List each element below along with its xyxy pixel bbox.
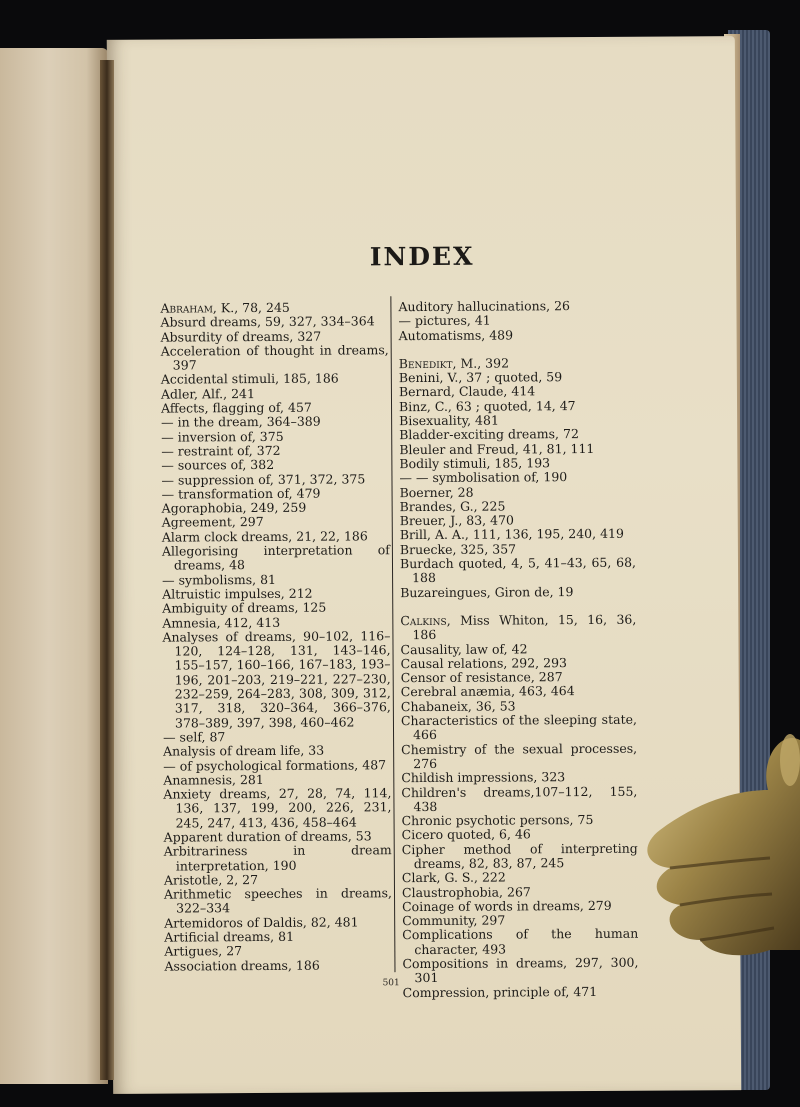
index-entry-text: — restraint of, 372: [161, 442, 281, 459]
index-entry-text: Bladder-exciting dreams, 72: [399, 426, 579, 443]
index-entry-name: Calkins: [400, 612, 447, 629]
index-entry-text: Alarm clock dreams, 21, 22, 186: [161, 528, 368, 545]
page-title: INDEX: [369, 241, 475, 272]
index-entry-text: Agoraphobia, 249, 259: [161, 499, 307, 516]
page-number: 501: [382, 978, 400, 989]
index-column-right: [398, 299, 638, 1000]
index-entry-text: Chronic psychotic persons, 75: [401, 812, 594, 829]
index-entry-text: Auditory hallucinations, 26: [398, 298, 571, 315]
index-entry: [401, 784, 637, 814]
index-entry-text: Apparent duration of dreams, 53: [163, 828, 372, 845]
index-entry: [400, 484, 636, 500]
index-entry-text: Clark, G. S., 222: [401, 869, 506, 886]
index-entry-name: Abraham: [160, 300, 213, 316]
index-entry-text: Claustrophobia, 267: [401, 883, 531, 900]
index-entry-text: — of psychological formations, 487: [163, 756, 387, 774]
index-entry-text: Association dreams, 186: [164, 957, 320, 974]
index-entry: [164, 929, 392, 945]
index-entry-text: Binz, C., 63 ; quoted, 14, 47: [398, 397, 576, 414]
index-entry-text: — suppression of, 371, 372, 375: [161, 470, 366, 488]
index-entry: [164, 958, 392, 974]
index-entry-text: Burdach quoted, 4, 5, 41–43, 65, 68, 188: [399, 554, 637, 586]
index-entry-text: Bisexuality, 481: [399, 412, 499, 429]
index-entry-text: Bleuler and Freud, 41, 81, 111: [399, 440, 595, 457]
index-entry-text: Breuer, J., 83, 470: [399, 512, 515, 529]
index-entry-text: Compositions in dreams, 297, 300, 301: [402, 954, 639, 986]
index-entry: [164, 886, 392, 916]
index-entry-text: Affects, flagging of, 457: [160, 399, 312, 416]
index-entry-text: Boerner, 28: [399, 484, 474, 500]
index-entry-text: Children's dreams,107–112, 155, 438: [401, 783, 638, 814]
index-entry: [161, 443, 389, 459]
index-entry-text: Ambiguity of dreams, 125: [162, 599, 327, 616]
index-entry-text: Analysis of dream life, 33: [163, 742, 325, 759]
index-entry-text: — in the dream, 364–389: [161, 414, 321, 430]
index-entry-text: Anxiety dreams, 27, 28, 74, 114, 136, 137, 199, 200, 226, 231, 245, 247, 413, 436, 458–464: [163, 785, 392, 831]
index-entry-text: , Miss Whiton, 15, 16, 36, 186: [412, 611, 637, 643]
index-entry-text: Accidental stimuli, 185, 186: [160, 371, 339, 388]
index-entry: [399, 327, 635, 343]
index-entry-text: Childish impressions, 323: [401, 769, 566, 786]
index-entry-text: Coinage of words in dreams, 279: [402, 897, 612, 915]
index-entry: [402, 841, 638, 871]
index-entry-text: Compression, principle of, 471: [402, 983, 598, 1000]
index-entry: [402, 899, 638, 915]
index-entry-text: Amnesia, 412, 413: [162, 614, 281, 631]
index-entry-text: Bodily stimuli, 185, 193: [399, 455, 551, 472]
index-entry-text: Analyses of dreams, 90–102, 116–120, 124–128, 131, 143–146, 155–157, 160–166, 167–183, 193–196, 201–203, 219–221, 227–230, 232–259, 264–283, 308, 309, 312, 317, 318, 320–364, 366–376, 378–389, 397, 398, 460–462: [162, 628, 391, 731]
index-entry-text: Artemidoros of Daldis, 82, 481: [164, 914, 359, 931]
index-entry-text: Brandes, G., 225: [399, 498, 506, 515]
index-entry-text: Cicero quoted, 6, 46: [401, 826, 531, 843]
index-entry-text: Altruistic impulses, 212: [162, 585, 313, 602]
index-entry-text: Anamnesis, 281: [163, 771, 264, 788]
index-entry: [163, 758, 391, 774]
index-entry-text: Bruecke, 325, 357: [399, 541, 517, 557]
index-entry: [164, 843, 392, 873]
index-entry-text: Acceleration of thought in dreams, 397: [160, 342, 389, 373]
index-entry-text: Bernard, Claude, 414: [398, 383, 536, 400]
index-entry-text: Censor of resistance, 287: [400, 669, 563, 686]
index-entry-text: Buzareingues, Giron de, 19: [400, 583, 574, 600]
index-entry-text: Agreement, 297: [161, 514, 264, 531]
index-entry-text: Allegorising interpretation of dreams, 48: [161, 542, 390, 573]
index-entry-text: — transformation of, 479: [161, 485, 321, 502]
index-entry-text: Arbitrariness in dream interpretation, 190: [163, 842, 392, 874]
index-entry-text: , M., 392: [452, 355, 510, 371]
index-entry: [401, 713, 637, 743]
index-entry-text: — symbolisms, 81: [162, 571, 277, 588]
left-page: [0, 48, 108, 1084]
index-entry: [161, 343, 389, 373]
index-entry: [399, 398, 635, 414]
index-entry-text: Artificial dreams, 81: [164, 928, 295, 945]
index-entry: [402, 927, 638, 957]
index-entry: [162, 500, 390, 516]
index-entry-text: Complications of the human character, 493: [402, 926, 639, 957]
index-entry-text: Chemistry of the sexual processes, 276: [401, 740, 638, 771]
book-gutter: [100, 60, 114, 1080]
index-entry-text: Aristotle, 2, 27: [163, 871, 259, 888]
index-entry: [162, 629, 391, 730]
index-entry-text: Cerebral anæmia, 463, 464: [400, 683, 575, 700]
index-entry-name: Benedikt: [398, 355, 453, 372]
index-entry-text: Absurd dreams, 59, 327, 334–364: [160, 313, 375, 330]
index-entry: [400, 556, 636, 586]
index-entry-text: — self, 87: [163, 729, 226, 745]
index-entry-text: Benini, V., 37 ; quoted, 59: [398, 369, 563, 386]
index-entry-text: Absurdity of dreams, 327: [160, 328, 322, 345]
index-entry-text: — pictures, 41: [398, 312, 491, 329]
index-entry: [163, 786, 391, 830]
index-entry: [400, 584, 636, 600]
brass-hand-weight: [640, 700, 800, 1000]
index-entry: [161, 372, 389, 388]
index-entry-text: Artigues, 27: [164, 943, 243, 959]
index-entry: [403, 984, 639, 1000]
index-entry-text: — sources of, 382: [161, 457, 275, 473]
index-entry: [162, 543, 390, 573]
index-entry-text: Chabaneix, 36, 53: [400, 698, 516, 714]
index-entry: [398, 299, 634, 315]
index-entry-text: — inversion of, 375: [161, 428, 284, 445]
index-entry-text: Causal relations, 292, 293: [400, 654, 568, 671]
index-entry: [398, 313, 634, 329]
index-entry-text: Causality, law of, 42: [400, 640, 528, 657]
index-entry: [400, 613, 636, 643]
index-entry-text: Cipher method of interpreting dreams, 82, 83, 87, 245: [401, 840, 638, 872]
index-entry-text: — — symbolisation of, 190: [399, 469, 568, 486]
index-entry: [399, 470, 635, 486]
index-entry-text: Adler, Alf., 241: [160, 385, 255, 402]
index-column-left: [160, 300, 392, 973]
index-entry: [400, 527, 636, 543]
index-entry-text: Characteristics of the sleeping state, 466: [400, 711, 637, 743]
index-entry-text: Brill, A. A., 111, 136, 195, 240, 419: [399, 526, 624, 543]
index-entry: [400, 499, 636, 515]
index-entry: [402, 956, 638, 986]
index-entry: [401, 684, 637, 700]
index-entry-text: , K., 78, 245: [212, 299, 290, 316]
index-entry-text: Automatisms, 489: [398, 327, 514, 343]
index-entry-text: Community, 297: [402, 912, 506, 929]
index-entry: [401, 741, 637, 771]
index-entry-text: Arithmetic speeches in dreams, 322–334: [163, 885, 393, 916]
